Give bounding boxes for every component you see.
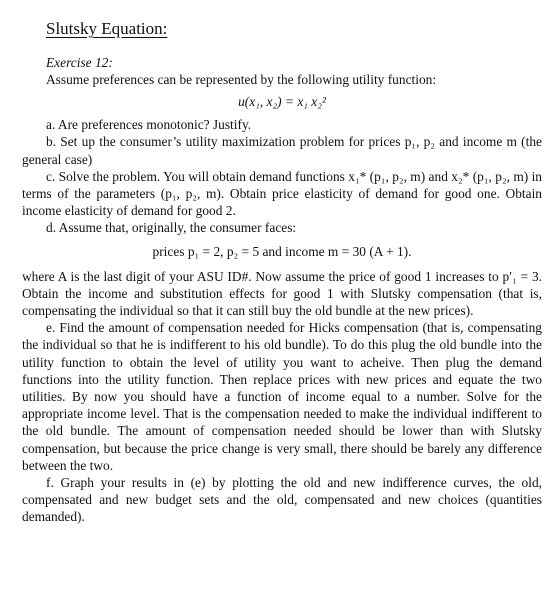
utility-formula: u(x₁, x₂) = x₁ x₂² [238, 94, 326, 110]
part-f: f. Graph your results in (e) by plotting the old and new indifference curves, the old, compensated and new budget sets and the old, compensated and new choices (quantities demanded). [22, 475, 542, 525]
part-d-continued: where A is the last digit of your ASU ID#. Now assume the price of good 1 increases to p′₁ = 3. Obtain the income and substitution effects for good 1 with Slutsky compensation (that is, compensating the individual so that it can still buy the old bundle at the new prices). [22, 268, 542, 319]
page-title: Slutsky Equation: [46, 19, 168, 38]
part-c: c. Solve the problem. You will obtain demand functions x₁* (p₁, p₂, m) and x₂* (p₁, p₂, m) in terms of the parameters (p₁, p₂, m). Obtain price elasticity of demand for good one. Obtain income elasticity of demand for good 2. [22, 168, 542, 219]
part-e: e. Find the amount of compensation needed for Hicks compensation (that is, compensating the individual so that he is indifferent to his old bundle). To do this plug the old bundle into the utility function to obtain the level of utility you want to acheive. Then plug the demand functions into the utility function. Then replace prices with new prices and equate the two utilities. By now you should have a function of income equal to a number. Solve for the appropriate income level. That is the compensation needed to make the individual indifferent to the old bundle. The amount of compensation needed should be lower than with Slutsky compensation, but because the price change is very small, there should be barely any difference between the two. [22, 320, 542, 473]
exercise-heading: Exercise 12: [46, 55, 113, 70]
intro-text: Assume preferences can be represented by the following utility function: [46, 72, 437, 87]
prices-formula: prices p₁ = 2, p₂ = 5 and income m = 30 (A + 1). [152, 243, 412, 259]
part-a: a. Are preferences monotonic? Justify. [46, 117, 252, 133]
part-d: d. Assume that, originally, the consumer faces: [46, 220, 297, 236]
part-b: b. Set up the consumer’s utility maximization problem for prices p₁, p₂ and income m (the general case) [22, 134, 542, 167]
